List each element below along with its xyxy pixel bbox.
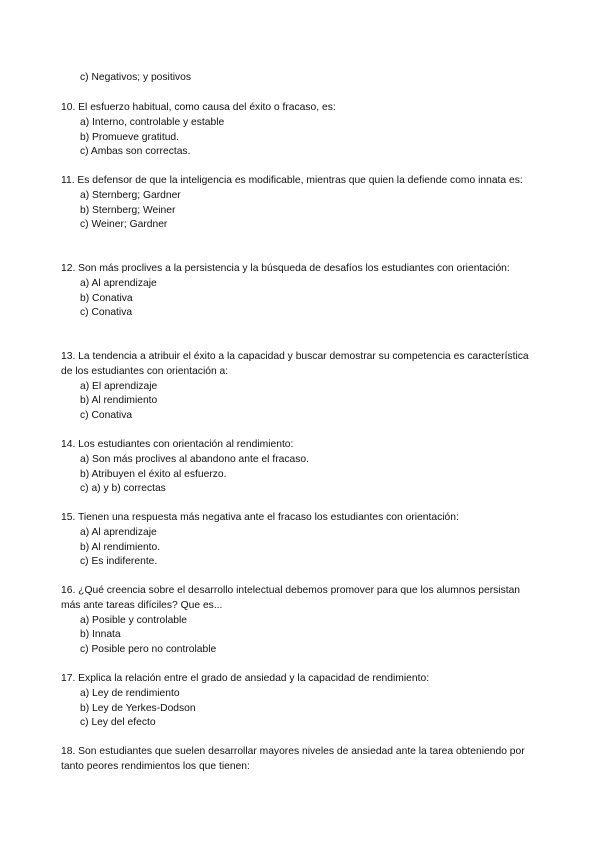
option-b: b) Innata: [80, 629, 121, 641]
option-a: a) Al aprendizaje: [80, 526, 157, 538]
question-text: 14. Los estudiantes con orientación al rendimiento:: [61, 439, 294, 450]
previous-question-option: c) Negativos; y positivos: [80, 72, 192, 83]
option-c: c) Ambas son correctas.: [80, 146, 191, 158]
option-b: b) Sternberg; Weiner: [80, 204, 176, 216]
option-a: a) Son más proclives al abandono ante el fracaso.: [80, 453, 309, 465]
question-14: [61, 438, 531, 497]
options-list: [61, 277, 531, 321]
option-c: c) a) y b) correctas: [80, 483, 166, 495]
question-text: 17. Explica la relación entre el grado de ansiedad y la capacidad de rendimiento:: [61, 673, 430, 684]
question-11: [61, 174, 531, 233]
option-b: b) Al rendimiento: [80, 395, 158, 407]
question-text: 15. Tienen una respuesta más negativa ante el fracaso los estudiantes con orientación:: [61, 512, 459, 523]
options-list: [61, 526, 531, 570]
option-b: b) Promueve gratitud.: [80, 131, 180, 143]
question-text: 18. Son estudiantes que suelen desarrollar mayores niveles de ansiedad ante la tarea obteniendo por tanto peores rendimientos los que tienen:: [61, 746, 525, 772]
question-15: [61, 511, 531, 570]
option-b: b) Al rendimiento.: [80, 541, 161, 553]
option-a: a) El aprendizaje: [80, 380, 158, 392]
options-list: [61, 453, 531, 497]
options-list: [61, 116, 531, 160]
option-c: c) Posible pero no controlable: [80, 644, 217, 656]
question-text: 13. La tendencia a atribuir el éxito a la capacidad y buscar demostrar su competencia es característica de los estudiantes con orientación a:: [61, 351, 529, 377]
option-a: a) Al aprendizaje: [80, 277, 157, 289]
options-list: [61, 614, 531, 658]
option-c: c) Weiner; Gardner: [80, 219, 168, 231]
question-17: [61, 672, 531, 731]
question-text: 16. ¿Qué creencia sobre el desarrollo intelectual debemos promover para que los alumnos persistan más ante tareas difíciles? Que es...: [61, 585, 521, 611]
option-b: b) Conativa: [80, 292, 133, 304]
question-text: 10. El esfuerzo habitual, como causa del éxito o fracaso, es:: [61, 102, 336, 113]
question-16: [61, 584, 531, 658]
option-b: b) Ley de Yerkes-Dodson: [80, 702, 196, 714]
option-b: b) Atribuyen el éxito al esfuerzo.: [80, 468, 227, 480]
option-c: c) Es indiferente.: [80, 556, 158, 568]
question-18: [61, 745, 531, 775]
option-a: a) Posible y controlable: [80, 614, 188, 626]
option-c: c) Conativa: [80, 307, 133, 319]
option-c: c) Ley del efecto: [80, 717, 156, 729]
option-c: c) Conativa: [80, 410, 133, 422]
question-13: [61, 350, 531, 424]
question-12: [61, 262, 531, 321]
question-text: 12. Son más proclives a la persistencia y la búsqueda de desafíos los estudiantes con orientación:: [61, 263, 510, 274]
option-a: a) Ley de rendimiento: [80, 687, 180, 699]
options-list: [61, 380, 531, 424]
option-a: a) Sternberg; Gardner: [80, 189, 181, 201]
option-a: a) Interno, controlable y estable: [80, 116, 225, 128]
question-10: [61, 101, 531, 160]
options-list: [61, 189, 531, 233]
options-list: [61, 687, 531, 731]
question-text: 11. Es defensor de que la inteligencia es modificable, mientras que quien la defiende como innata es:: [61, 175, 523, 186]
